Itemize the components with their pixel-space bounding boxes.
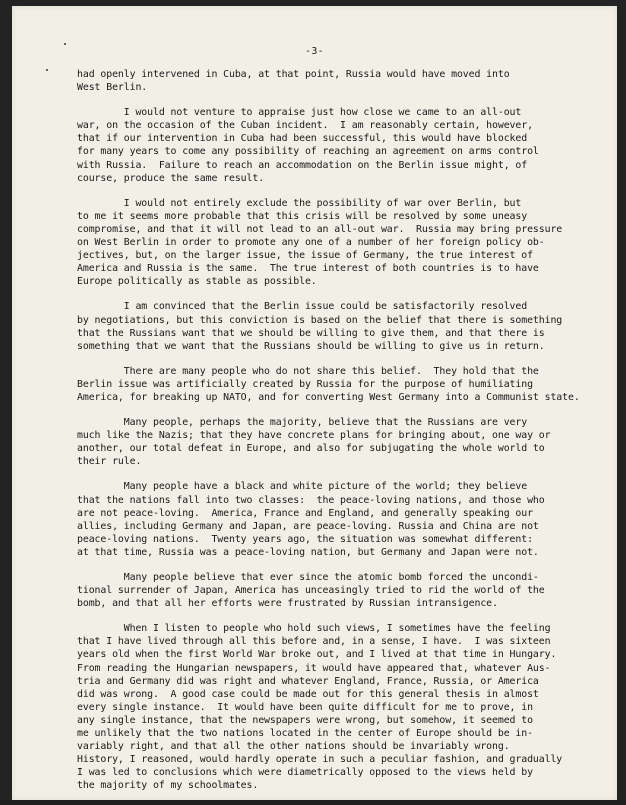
ink-speck	[64, 43, 66, 45]
paragraph	[77, 68, 587, 94]
text-line: that the nations fall into two classes: the peace-loving nations, and those who	[77, 494, 545, 506]
text-line: by negotiations, but this conviction is based on the belief that there is something	[77, 314, 563, 326]
text-line: years old when the first World War broke out, and I lived at that time in Hungary.	[77, 649, 557, 661]
text-line: had openly intervened in Cuba, at that point, Russia would have moved into	[77, 69, 510, 80]
text-line: America, for breaking up NATO, and for converting West Germany into a Communist state.	[77, 391, 580, 403]
text-line: Many people have a black and white picture of the world; they believe	[77, 481, 528, 493]
text-line: the majority of my schoolmates.	[77, 780, 259, 792]
text-line: did was wrong. A good case could be made out for this general thesis in almost	[77, 688, 539, 700]
text-line: at that time, Russia was a peace-loving nation, but Germany and Japan were not.	[77, 546, 539, 558]
text-line: America and Russia is the same. The true interest of both countries is to have	[77, 263, 539, 275]
text-line: When I listen to people who hold such views, I sometimes have the feeling	[77, 623, 551, 635]
text-line: jectives, but, on the larger issue, the issue of Germany, the true interest of	[77, 250, 533, 262]
page-number: -3-	[305, 46, 324, 57]
text-line: that I have lived through all this before and, in a sense, I have. I was sixteen	[77, 636, 551, 648]
paragraph	[77, 106, 587, 185]
text-line: peace-loving nations. Twenty years ago, the situation was somewhat different:	[77, 533, 533, 545]
text-line: I would not entirely exclude the possibility of war over Berlin, but	[77, 197, 522, 209]
text-line: that if our intervention in Cuba had been successful, this would have blocked	[77, 133, 528, 145]
text-line: war, on the occasion of the Cuban incident. I am reasonably certain, however,	[77, 120, 533, 132]
text-line: for many years to come any possibility of reaching an agreement on arms control	[77, 146, 539, 158]
text-line: something that we want that the Russians should be willing to give us in return.	[77, 340, 545, 352]
text-line: tria and Germany did was right and whatever England, France, Russia, or America	[77, 675, 539, 687]
text-line: are not peace-loving. America, France and England, and generally speaking our	[77, 507, 533, 519]
text-line: Berlin issue was artificially created by Russia for the purpose of humiliating	[77, 378, 533, 390]
text-line: me unlikely that the two nations located in the center of Europe should be in-	[77, 728, 533, 740]
text-line: much like the Nazis; that they have concrete plans for bringing about, one way or	[77, 430, 551, 442]
text-line: compromise, and that it will not lead to an all-out war. Russia may bring pressure	[77, 223, 563, 235]
text-line: I was led to conclusions which were diametrically opposed to the views held by	[77, 767, 533, 779]
text-line: tional surrender of Japan, America has unceasingly tried to rid the world of the	[77, 585, 545, 597]
ink-speck	[46, 69, 48, 71]
text-line: Many people, perhaps the majority, believe that the Russians are very	[77, 417, 528, 429]
text-line: another, our total defeat in Europe, and also for subjugating the whole world to	[77, 443, 545, 455]
paragraph	[77, 571, 587, 610]
text-line: any single instance, that the newspapers were wrong, but somehow, it seemed to	[77, 714, 533, 726]
text-line: History, I reasoned, would hardly operate in such a peculiar fashion, and gradually	[77, 754, 563, 766]
text-line: allies, including Germany and Japan, are peace-loving. Russia and China are not	[77, 520, 539, 532]
text-line: their rule.	[77, 456, 142, 468]
text-line: West Berlin.	[77, 82, 148, 94]
paragraph	[77, 365, 587, 404]
text-line: every single instance. It would have been quite difficult for me to prove, in	[77, 701, 533, 713]
paragraph	[77, 416, 587, 468]
paragraph	[77, 197, 587, 289]
text-line: From reading the Hungarian newspapers, it would have appeared that, whatever Aus-	[77, 662, 551, 674]
text-line: course, produce the same result.	[77, 172, 265, 184]
paragraph	[77, 300, 587, 352]
text-line: bomb, and that all her efforts were frustrated by Russian intransigence.	[77, 598, 498, 610]
text-line: with Russia. Failure to reach an accommodation on the Berlin issue might, of	[77, 159, 528, 171]
text-line: I am convinced that the Berlin issue could be satisfactorily resolved	[77, 301, 528, 313]
text-line: Many people believe that ever since the atomic bomb forced the uncondi-	[77, 572, 539, 583]
text-line: variably right, and that all the other nations should be invariably wrong.	[77, 741, 510, 753]
text-line: that the Russians want that we should be willing to give them, and that there is	[77, 327, 545, 339]
document-body	[77, 68, 587, 805]
text-line: to me it seems more probable that this crisis will be resolved by some uneasy	[77, 210, 528, 222]
text-line: I would not venture to appraise just how close we came to an all-out	[77, 107, 522, 119]
paragraph	[77, 622, 587, 792]
text-line: There are many people who do not share this belief. They hold that the	[77, 365, 539, 377]
text-line: on West Berlin in order to promote any one of a number of her foreign policy ob-	[77, 237, 545, 249]
document-page	[12, 6, 617, 800]
paragraph	[77, 480, 587, 559]
text-line: Europe politically as stable as possible.	[77, 276, 317, 288]
